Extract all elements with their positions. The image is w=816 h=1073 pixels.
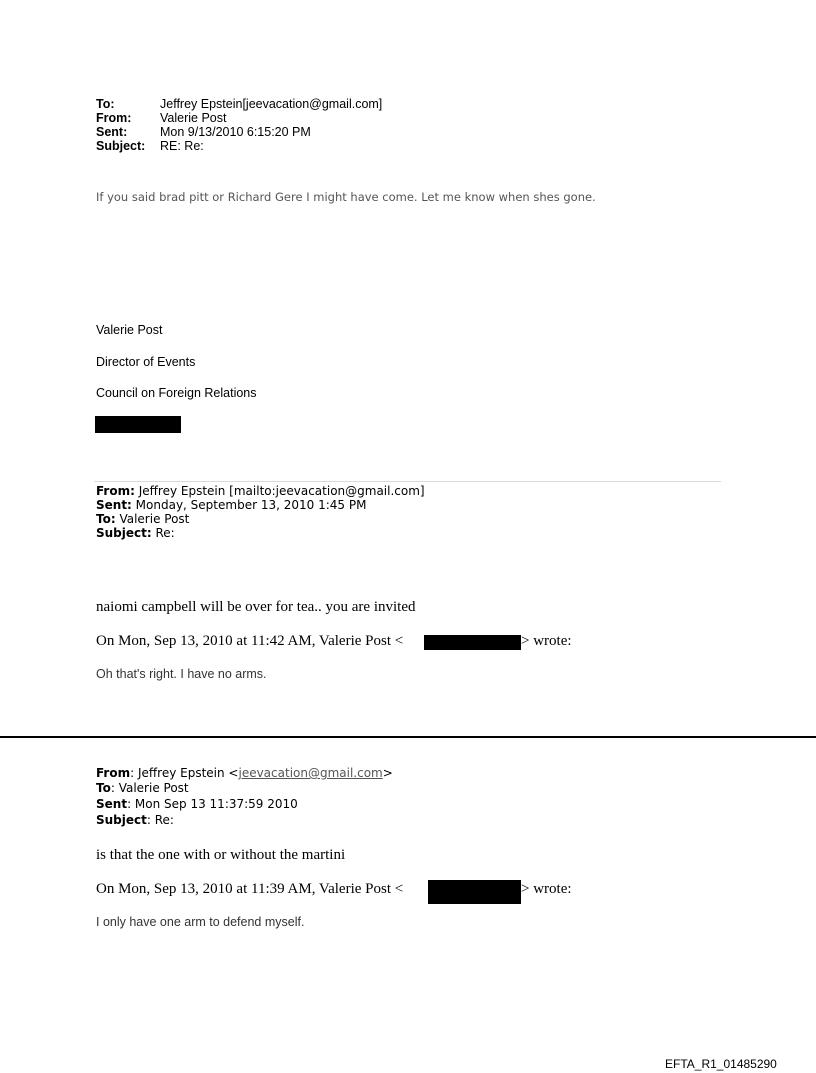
quoted2-subject-value: : Re:: [146, 813, 174, 827]
to-value: Jeffrey Epstein[jeevacation@gmail.com]: [160, 97, 383, 111]
quoted2-to-label: To: [96, 781, 111, 795]
quoted2-from-value: : Jeffrey Epstein <: [130, 766, 239, 780]
quoted1-subject-value: Re:: [151, 526, 175, 540]
quoted1-on-line: [96, 633, 596, 653]
quoted2-from-label: From: [96, 766, 131, 780]
email-header: [96, 98, 496, 158]
sent-value: Mon 9/13/2010 6:15:20 PM: [160, 125, 311, 139]
page-divider: [0, 736, 816, 738]
quoted1-from-value: Jeffrey Epstein [mailto:jeevacation@gmail.com]: [134, 484, 425, 498]
quoted2-on-prefix: On Mon, Sep 13, 2010 at 11:39 AM, Valerie Post <: [96, 881, 404, 897]
quoted2-on-suffix: > wrote:: [521, 881, 572, 897]
redaction-box: [428, 880, 521, 904]
signature-name: Valerie Post: [96, 323, 163, 337]
quoted2-sent-label: Sent: [96, 797, 128, 811]
message-body: If you said brad pitt or Richard Gere I might have come. Let me know when shes gone.: [96, 190, 596, 204]
quoted-header-2: [96, 767, 596, 827]
document-id: EFTA_R1_01485290: [665, 1057, 777, 1071]
quoted1-subject-label: Subject:: [96, 526, 152, 540]
quoted1-body: naiomi campbell will be over for tea.. you are invited: [96, 599, 416, 615]
quoted1-sent-label: Sent:: [96, 498, 132, 512]
quoted2-subject-label: Subject: [96, 813, 147, 827]
separator-rule: [94, 481, 721, 482]
sent-label: Sent:: [96, 125, 128, 139]
quoted1-on-prefix: On Mon, Sep 13, 2010 at 11:42 AM, Valerie Post <: [96, 633, 404, 649]
signature-org: Council on Foreign Relations: [96, 386, 257, 400]
subject-label: Subject:: [96, 139, 146, 153]
quoted1-from-label: From:: [96, 484, 135, 498]
quoted2-sent-value: : Mon Sep 13 11:37:59 2010: [127, 797, 298, 811]
quoted1-to-value: Valerie Post: [115, 512, 190, 526]
quoted2-on-line: [96, 881, 596, 901]
to-label: To:: [96, 97, 115, 111]
email-link[interactable]: jeevacation@gmail.com: [238, 766, 383, 780]
signature-title: Director of Events: [96, 355, 196, 369]
redaction-box: [95, 416, 181, 433]
quoted2-to-value: : Valerie Post: [110, 781, 189, 795]
quoted1-sent-value: Monday, September 13, 2010 1:45 PM: [131, 498, 367, 512]
subject-value: RE: Re:: [160, 139, 204, 153]
quoted1-on-suffix: > wrote:: [521, 633, 572, 649]
quoted2-reply: I only have one arm to defend myself.: [96, 915, 305, 929]
quoted1-to-label: To:: [96, 512, 116, 526]
quoted-header-1: [96, 485, 596, 545]
redaction-box: [424, 635, 521, 650]
quoted2-from-close: >: [382, 766, 393, 780]
from-label: From:: [96, 111, 132, 125]
quoted2-body: is that the one with or without the martini: [96, 847, 346, 863]
quoted1-reply: Oh that's right. I have no arms.: [96, 667, 267, 681]
from-value: Valerie Post: [160, 111, 227, 125]
